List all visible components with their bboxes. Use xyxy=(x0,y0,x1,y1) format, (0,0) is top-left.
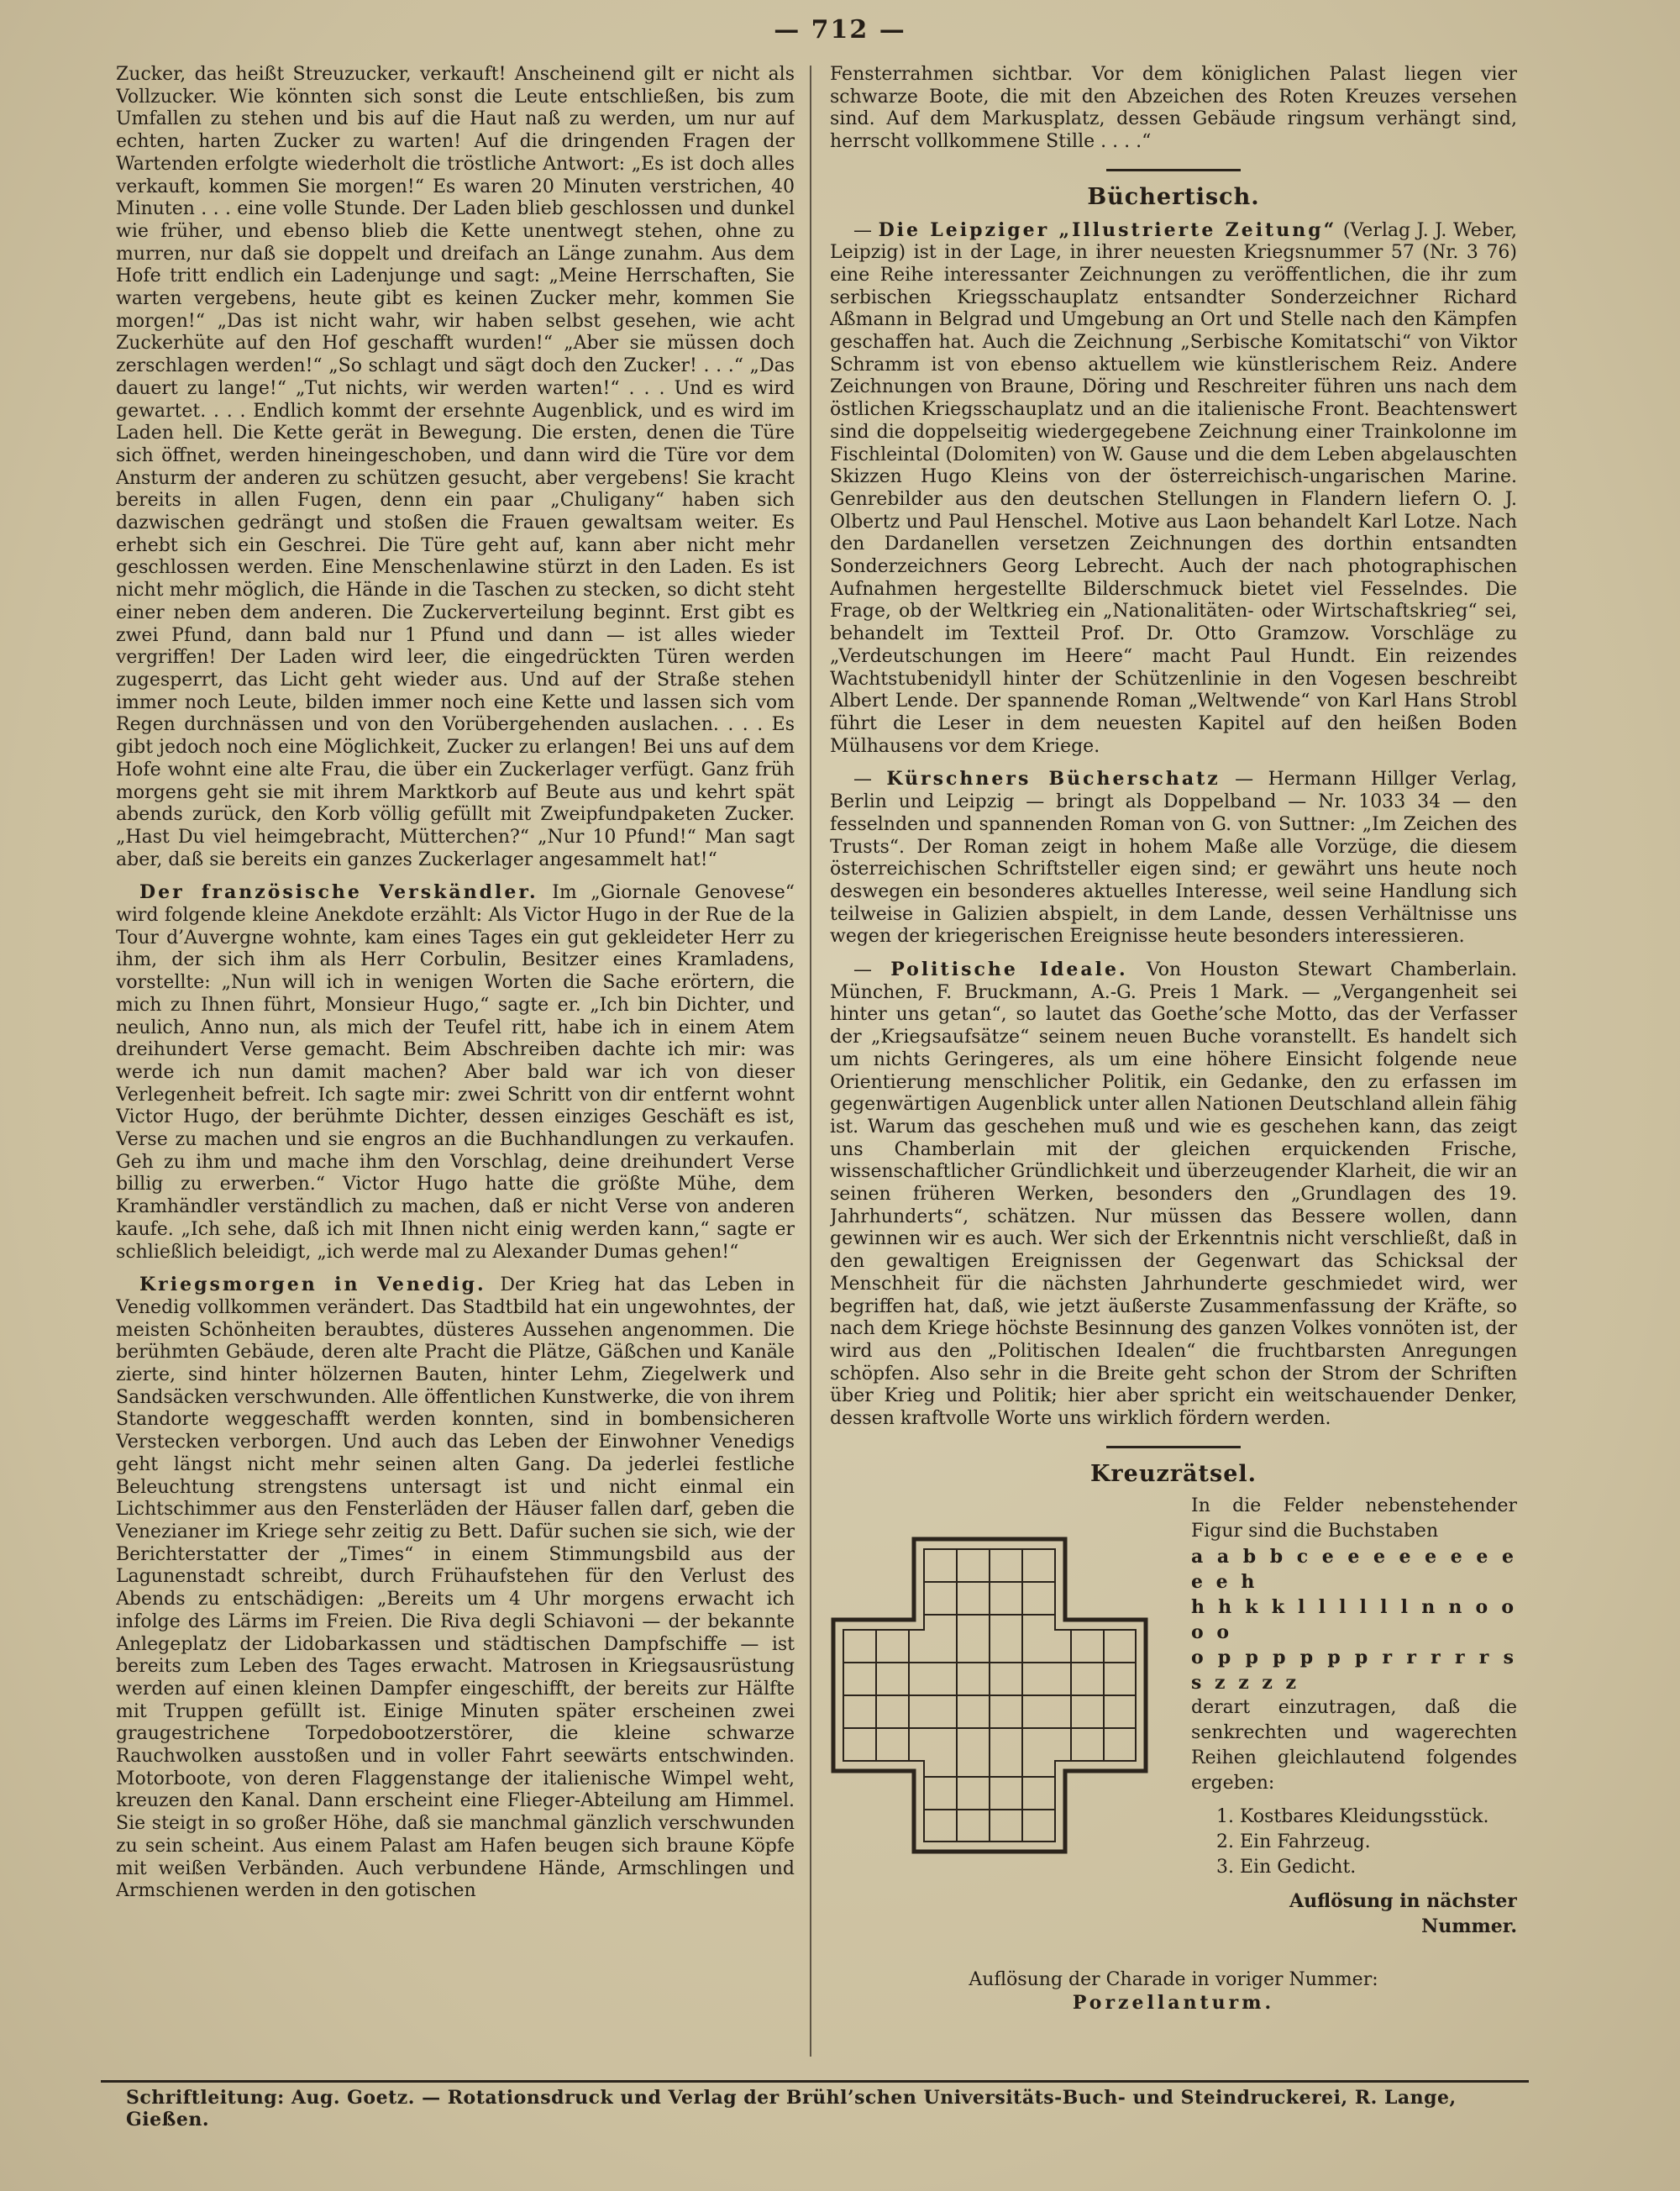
puzzle-clue-list xyxy=(1191,1805,1517,1880)
puzzle-letters-row-2: h h k k l l l l l l n n o o o o xyxy=(1191,1596,1517,1644)
book-review-kuerschner: — Kürschners Bücherschatz — Hermann Hillger Verlag, Berlin und Leipzig — bringt als Doppelband — Nr. 1033 34 — den fesselnden und spannenden Roman von G. von Suttner: „Im Zeichen des Trusts“. Der Roman zeigt in hohem Maße alle Vorzüge, die diesem österreichischen Schriftsteller eigen sind; er gewährt uns heute noch deswegen ein besonderes aktuelles Interesse, weil seine Handlung sich teilweise in Galizien abspielt, in dem Lande, dessen Verhältnisse uns wegen der kriegerischen Ereignisse heute besonders interessieren. xyxy=(830,768,1517,948)
review-heading: Die Leipziger „Illustrierte Zeitung“ xyxy=(878,218,1337,241)
book-review-politische-ideale: — Politische Ideale. Von Houston Stewart Chamberlain. München, F. Bruckmann, A.-G. Preis 1 Mark. — „Vergangenheit sei hinter uns getan“, so lautet das Goethe’sche Motto, das der Verfasser der „Kriegsaufsätze“ seinem neuen Buche voranstellt. Es handelt sich um nichts Geringeres, als um eine höhere Einsicht folgende neue Orientierung menschlicher Politik, ein Gedanke, den zu erfassen im gegenwärtigen Augenblick unter allen Nationen Deutschland allein fähig ist. Warum das geschehen muß und wie es geschehen kann, das zeigt uns Chamberlain mit der gleichen erquickenden Frische, wissenschaftlicher Gründlichkeit und überzeugender Klarheit, die wir an seinen früheren Werken, besonders den „Grundlagen des 19. Jahrhunderts“, schätzen. Nur müssen das Bessere wollen, dann gewinnen wir es auch. Wer sich der Erkenntnis nicht verschließt, daß in den gewaltigen Ereignissen der Gegenwart das Schicksal der Menschheit für die nächsten Jahrhunderte geschmiedet wird, wer begriffen hat, daß, wie jetzt äußerste Zusammenfassung der Kräfte, so nach dem Kriege höchste Besinnung des ganzen Volkes vonnöten ist, der wird aus den „Politischen Idealen“ die fruchtbarsten Anregungen schöpfen. Also sehr in die Breite geht schon der Strom der Schriften über Krieg und Politik; hier aber spricht ein weitschauender Denker, dessen kraftvolle Worte uns wirklich fördern werden. xyxy=(830,959,1517,1430)
article-body: Im „Giornale Genovese“ wird folgende kleine Anekdote erzählt: Als Victor Hugo in der Rue de la Tour d’Auvergne wohnte, kam eines Tages ein gut gekleideter Herr zu ihm, der sich ihm als Herr Corbulin, Besitzer eines Kramladens, vorstellte: „Nun will ich in wenigen Worten die Sache erörtern, die mich zu Ihnen führt, Monsieur Hugo,“ sagte er. „Ich bin Dichter, und neulich, Anno nun, als mich der Teufel ritt, habe ich in einem Atem dreihundert Verse gemacht. Beim Abschreiben dachte ich mir: was werde ich nun damit machen? Aber bald war ich von dieser Verlegenheit befreit. Ich sagte mir: zwei Schritt von dir entfernt wohnt Victor Hugo, der berühmte Dichter, dessen einziges Geschäft es ist, Verse zu machen und sie engros an die Buchhandlungen zu verkaufen. Geh zu ihm und mache ihm den Vorschlag, deine dreihundert Verse billig zu erwerben.“ Victor Hugo hatte die größte Mühe, dem Kramhändler verständlich zu machen, daß er nicht Verse von anderen kaufe. „Ich sehe, daß ich mit Ihnen nicht einig werden kann,“ sagte er schließlich beleidigt, „ich werde mal zu Alexander Dumas gehen!“ xyxy=(116,882,795,1263)
section-title-books: Büchertisch. xyxy=(1087,183,1260,210)
book-review-illustrierte-zeitung: — Die Leipziger „Illustrierte Zeitung“ (Verlag J. J. Weber, Leipzig) ist in der Lage, in ihrer neuesten Kriegsnummer 57 (Nr. 3 76) eine Reihe interessanter Zeichnungen zu veröffentlichen, die ihr zum serbischen Kriegsschauplatz entsandter Sonderzeichner Richard Aßmann in Belgrad und Umgebung an Ort und Stelle nach den Kämpfen geschaffen hat. Auch die Zeichnung „Serbische Komitatschi“ von Viktor Schramm ist von ebenso aktuellem wie künstlerischem Reiz. Andere Zeichnungen von Braune, Döring und Reschreiter führen uns nach dem östlichen Kriegsschauplatz und an die italienische Front. Beachtenswert sind die doppelseitig wiedergegebene Zeichnung einer Trainkolonne im Fischleintal (Dolomiten) von W. Gause und die dem Leben abgelauschten Skizzen Hugo Kleins von der österreichisch-ungarischen Marine. Genrebilder aus den deutschen Stellungen in Flandern liefern O. J. Olbertz und Paul Henschel. Motive aus Laon behandelt Karl Lotze. Nach den Dardanellen versetzen Zeichnungen des dorthin entsandten Sonderzeichners Georg Lebrecht. Auch der nach photographischen Aufnahmen hergestellte Bilderschmuck bietet viel Fesselndes. Die Frage, ob der Weltkrieg ein „Nationalitäten- oder Wirtschaftskrieg“ sei, behandelt im Textteil Prof. Dr. Otto Gramzow. Vorschläge zu „Verdeutschungen im Heere“ macht Paul Hundt. Ein reizendes Wachtstubenidyll hinter der Schützenlinie in den Vogesen beschreibt Albert Lende. Der spannende Roman „Weltwende“ von Karl Hans Strobl führt die Leser in dem neuesten Kapitel auf den heißen Boden Mülhausens vor dem Kriege. xyxy=(830,218,1517,757)
puzzle-intro: In die Felder nebenstehender Figur sind die Buchstaben xyxy=(1191,1495,1517,1542)
puzzle-clue: 2. Ein Fahrzeug. xyxy=(1216,1831,1371,1853)
article-heading: Der französische Verskändler. xyxy=(139,881,538,904)
puzzle-clue: 1. Kostbares Kleidungsstück. xyxy=(1216,1806,1489,1828)
section-title-puzzle: Kreuzrätsel. xyxy=(1089,1460,1257,1487)
review-heading: Politische Ideale. xyxy=(890,959,1128,981)
article-body: Der Krieg hat das Leben in Venedig vollkommen verändert. Das Stadtbild hat ein ungewohntes, der meisten Schönheiten beraubtes, düsteres Aussehen angenommen. Die berühmten Gebäude, deren alte Pracht die Plätze, Gäßchen und Kanäle zierte, sind hinter hölzernen Bauten, hinter Lehm, Ziegelwerk und Sandsäcken verschwunden. Alle öffentlichen Kunstwerke, die von ihrem Standorte weggeschafft werden konnten, sind in bombensicheren Verstecken verborgen. Und auch das Leben der Einwohner Venedigs geht längst nicht mehr seinen alten Gang. Da jederlei festliche Beleuchtung strengstens untersagt ist und nicht einmal ein Lichtschimmer aus den Fensterläden der Häuser fallen darf, geben die Venezianer im Kriege sehr zeitig zu Bett. Dafür suchen sie sich, wie der Berichterstatter der „Times“ in einem Stimmungsbild aus der Lagunenstadt schreibt, durch Frühaufstehen für den Verlust des Abends zu entschädigen: „Bereits um 4 Uhr morgens erwacht ich infolge des Lärms im Freien. Die Riva degli Schiavoni — der bekannte Anlegeplatz der Lidobarkassen und städtischen Dampfschiffe — ist bereits zum Leben des Tages erwacht. Matrosen in Kriegsausrüstung werden auf einen kleinen Dampfer eingeschifft, der bereits zur Hälfte mit Truppen gefüllt ist. Einige Minuten später erscheinen zwei graugestrichene Torpedobootzerstörer, die kleine schwarze Rauchwolken ausstoßen und in voller Fahrt seewärts entschwinden. Motorboote, von deren Flaggenstange der italienische Wimpel weht, kreuzen den Kanal. Dann erscheint eine Flieger-Abteilung am Himmel. Sie steigt in so großer Höhe, daß sie manchmal gänzlich verschwunden zu sein scheint. Aus einem Palast am Hafen beugen sich braune Köpfe mit weißen Verbänden. Auch verbundene Hände, Armschlingen und Armschienen werden in den gotischen xyxy=(116,1274,795,1902)
crossword-grid xyxy=(830,1536,1149,1855)
puzzle-letters-row-3: o p p p p p p r r r r r s s z z z z xyxy=(1191,1647,1517,1694)
right-column xyxy=(830,64,1517,2080)
imprint-footer: Schriftleitung: Aug. Goetz. — Rotationsdruck und Verlag der Brühl’schen Universitäts-Buch- und Steindruckerei, R. Lange, Gießen. xyxy=(126,2087,1457,2131)
review-body: (Verlag J. J. Weber, Leipzig) ist in der Lage, in ihrer neuesten Kriegsnummer 57 (Nr. 3 76) eine Reihe interessanter Zeichnungen zu veröffentlichen, die ihr zum serbischen Kriegsschauplatz entsandter Sonderzeichner Richard Aßmann in Belgrad und Umgebung an Ort und Stelle nach den Kämpfen geschaffen hat. Auch die Zeichnung „Serbische Komitatschi“ von Viktor Schramm ist von ebenso aktuellem wie künstlerischem Reiz. Andere Zeichnungen von Braune, Döring und Reschreiter führen uns nach dem östlichen Kriegsschauplatz und an die italienische Front. Beachtenswert sind die doppelseitig wiedergegebene Zeichnung einer Trainkolonne im Fischleintal (Dolomiten) von W. Gause und die dem Leben abgelauschten Skizzen Hugo Kleins von der österreichisch-ungarischen Marine. Genrebilder aus den deutschen Stellungen in Flandern liefern O. J. Olbertz und Paul Henschel. Motive aus Laon behandelt Karl Lotze. Nach den Dardanellen versetzen Zeichnungen des dorthin entsandten Sonderzeichners Georg Lebrecht. Auch der nach photographischen Aufnahmen hergestellte Bilderschmuck bietet viel Fesselndes. Die Frage, ob der Weltkrieg ein „Nationalitäten- oder Wirtschaftskrieg“ sei, behandelt im Textteil Prof. Dr. Otto Gramzow. Vorschläge zu „Verdeutschungen im Heere“ macht Paul Hundt. Ein reizendes Wachtstubenidyll hinter der Schützenlinie in den Vogesen beschreibt Albert Lende. Der spannende Roman „Weltwende“ von Karl Hans Strobl führt die Leser in dem neuesten Kapitel auf den heißen Boden Mülhausens vor dem Kriege. xyxy=(830,219,1517,757)
article-war-morning-venice xyxy=(116,1274,795,1903)
section-divider xyxy=(1106,169,1241,171)
footer-rule xyxy=(101,2080,1529,2083)
article-venice-continued: Fensterrahmen sichtbar. Vor dem königlichen Palast liegen vier schwarze Boote, die mit den Abzeichen des Roten Kreuzes versehen sind. Auf dem Markusplatz, dessen Gebäude ringsum verhängt sind, herrscht vollkommene Stille . . . .“ xyxy=(830,64,1517,153)
review-heading: Kürschners Bücherschatz xyxy=(886,768,1221,791)
charade-line: Auflösung der Charade in voriger Nummer: xyxy=(969,1969,1378,1991)
puzzle-rule-text: derart einzutragen, daß die senkrechten und wagerechten Reihen gleichlautend folgendes ergeben: xyxy=(1191,1697,1517,1794)
article-verse-dealer xyxy=(116,881,795,1264)
puzzle-letters-row-1: a a b b c e e e e e e e e e e h xyxy=(1191,1546,1517,1594)
puzzle-solution-note: Auflösung in nächster Nummer. xyxy=(1289,1890,1517,1938)
article-sugar-queue: Zucker, das heißt Streuzucker, verkauft! Anscheinend gilt er nicht als Vollzucker. Wie könnten sich sonst die Leute entschließen, bis zum Umfallen zu stehen und bis auf die Haut naß zu werden, um nur auf echten, harten Zucker zu warten! Auf die dringenden Fragen der Wartenden erfolgte wiederholt die tröstliche Antwort: „Es ist doch alles verkauft, kommen Sie morgen!“ Es waren 20 Minuten verstrichen, 40 Minuten . . . eine volle Stunde. Der Laden blieb geschlossen und dunkel wie früher, und ebenso blieb die Kette unentwegt stehen, ohne zu murren, nur daß sie doppelt und dreifach an Länge zunahm. Aus dem Hofe tritt endlich ein Ladenjunge und sagt: „Meine Herrschaften, Sie warten vergebens, heute gibt es keinen Zucker mehr, kommen Sie morgen!“ „Das ist nicht wahr, wir haben selbst gesehen, wie acht Zuckerhüte auf den Hof geschafft wurden!“ „Aber sie müssen doch zerschlagen werden!“ „So schlagt und sägt doch den Zucker! . . .“ „Das dauert zu lange!“ „Tut nichts, wir werden warten!“ . . . Und es wird gewartet. . . . Endlich kommt der ersehnte Augenblick, und es wird im Laden hell. Die Kette gerät in Bewegung. Die ersten, denen die Türe sich öffnet, werden hineingeschoben, und dann wird die Türe vor dem Ansturm der anderen zu schützen gesucht, aber vergebens! Sie kracht bereits in allen Fugen, denn ein paar „Chuligany“ haben sich dazwischen gedrängt und stoßen die Frauen gewaltsam weiter. Es erhebt sich ein Geschrei. Die Türe geht auf, kann aber nicht mehr geschlossen werden. Eine Menschenlawine stürzt in den Laden. Es ist nicht mehr möglich, die Hände in die Taschen zu stecken, so dicht steht einer neben dem anderen. Die Zuckerverteilung beginnt. Erst gibt es zwei Pfund, dann bald nur 1 Pfund und dann — ist alles wieder vergriffen! Der Laden wird leer, die eingedrückten Türen werden zugesperrt, das Licht geht wieder aus. Und auf der Straße stehen immer noch Leute, bilden immer noch eine Kette und lassen sich vom Regen durchnässen und von den Vorübergehenden auslachen. . . . Es gibt jedoch noch eine Möglichkeit, Zucker zu erlangen! Bei uns auf dem Hofe wohnt eine alte Frau, die über ein Zuckerlager verfügt. Ganz früh morgens geht sie mit ihrem Marktkorb auf Beute aus und kehrt spät abends zurück, den Korb völlig gefüllt mit Zweipfundpaketen Zucker. „Hast Du viel heimgebracht, Mütterchen?“ „Nur 10 Pfund!“ Man sagt aber, daß sie bereits ein ganzes Zuckerlager angesammelt hat!“ xyxy=(116,64,795,870)
puzzle-instructions xyxy=(1191,1494,1517,1939)
crossword-puzzle xyxy=(830,1494,1517,1964)
charade-solution xyxy=(830,1969,1517,2014)
charade-answer: Porzellanturm. xyxy=(1072,1992,1275,2015)
column-divider xyxy=(810,66,811,2057)
review-body: — Hermann Hillger Verlag, Berlin und Leipzig — bringt als Doppelband — Nr. 1033 34 — den fesselnden und spannenden Roman von G. von Suttner: „Im Zeichen des Trusts“. Der Roman zeigt in hohem Maße alle Vorzüge, die diesem österreichischen Schriftsteller eigen sind; er gewährt uns heute noch deswegen ein besonderes aktuelles Interesse, weil seine Handlung sich teilweise in Galizien abspielt, in dem Lande, dessen Verhältnisse uns wegen der kriegerischen Ereignisse heute besonders interessieren. xyxy=(830,769,1517,948)
page-number: — 712 — xyxy=(774,15,906,45)
article-heading: Kriegsmorgen in Venedig. xyxy=(139,1274,486,1296)
left-column xyxy=(116,64,795,2072)
section-divider xyxy=(1106,1446,1241,1448)
review-body: Von Houston Stewart Chamberlain. München, F. Bruckmann, A.-G. Preis 1 Mark. — „Vergangenheit sei hinter uns getan“, so lautet das Goethe’sche Motto, das der Verfasser der „Kriegsaufsätze“ seinem neuen Buche voranstellt. Es handelt sich um nichts Geringeres, als um eine höhere Einsicht folgende neue Orientierung menschlicher Politik, ein Gedanke, den zu erfassen im gegenwärtigen Augenblick unter allen Nationen Deutschland allein fähig ist. Warum das geschehen muß und wie es geschehen kann, das zeigt uns Chamberlain mit der gleichen erquickenden Frische, wissenschaftlicher Gründlichkeit und überzeugender Klarheit, die wir an seinen früheren Werken, besonders den „Grundlagen des 19. Jahrhunderts“, schätzen. Nur müssen das Bessere wollen, dann gewinnen wir es auch. Wer sich der Erkenntnis nicht verschließt, daß in den gewaltigen Ereignissen der Gegenwart das Schicksal der Menschheit für die nächsten Jahrhunderte geschmiedet wird, wer begriffen hat, daß, wie jetzt äußerste Zusammenfassung der Kräfte, so nach dem Kriege höchste Besinnung des ganzen Volkes vonnöten ist, der wird aus den „Politischen Idealen“ die fruchtbarsten Anregungen schöpfen. Also sehr in die Breite geht schon der Strom der Schriften über Krieg und Politik; hier aber spricht ein weitschauender Denker, dessen kraftvolle Worte uns wirklich fördern werden. xyxy=(830,959,1517,1430)
puzzle-clue: 3. Ein Gedicht. xyxy=(1216,1857,1357,1878)
